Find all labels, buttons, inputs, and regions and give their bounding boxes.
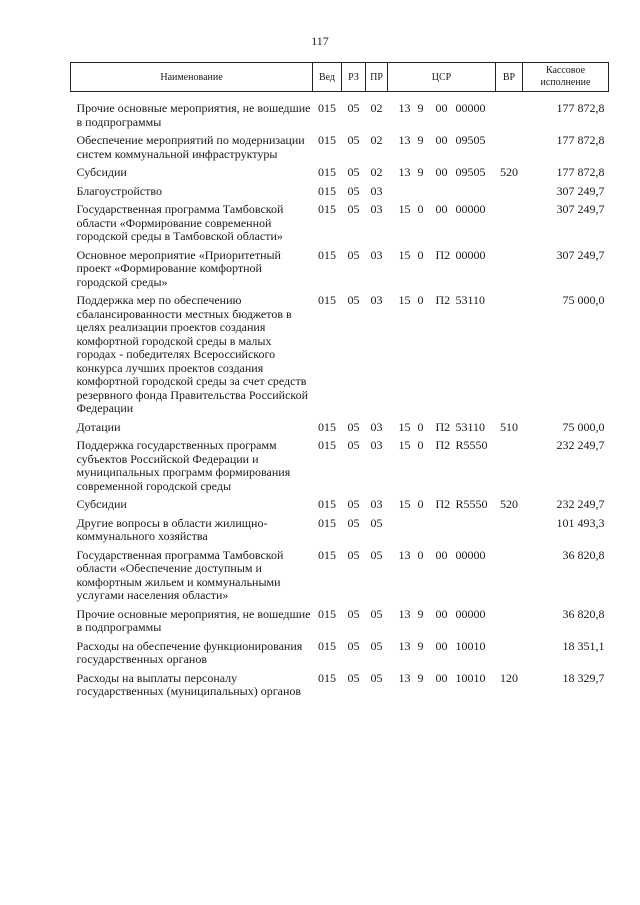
row-rz: 05 — [347, 101, 360, 115]
csr-part: П2 — [435, 247, 451, 262]
table-row — [71, 667, 609, 699]
row-sum: 232 249,7 — [556, 438, 605, 452]
row-vr — [496, 434, 523, 493]
row-name: Государственная программа Тамбовской области «Обеспечение доступным и комфортным жильем и коммунальными услугами населения области» — [76, 547, 284, 602]
row-csr — [388, 667, 496, 699]
csr-part: R5550 — [455, 497, 488, 511]
row-vr — [496, 198, 523, 244]
row-sum: 36 820,8 — [562, 606, 605, 621]
row-csr — [388, 603, 496, 635]
csr-part: 09505 — [455, 165, 486, 179]
csr-part: 9 — [417, 133, 424, 147]
row-csr — [388, 544, 496, 603]
row-ved: 015 — [318, 606, 336, 621]
row-csr — [388, 434, 496, 493]
row-pr: 03 — [370, 419, 383, 434]
row-rz: 05 — [347, 497, 360, 511]
row-ved: 015 — [318, 183, 336, 198]
csr-part: 13 — [398, 133, 411, 147]
row-rz: 05 — [347, 547, 360, 562]
table-row — [71, 92, 609, 130]
csr-part: 53110 — [455, 293, 486, 307]
row-pr: 05 — [370, 670, 383, 685]
csr-part: 15 — [398, 202, 411, 216]
csr-part: 13 — [398, 606, 411, 621]
csr-part: 00000 — [455, 101, 486, 115]
row-rz: 05 — [347, 247, 360, 262]
row-csr — [388, 512, 496, 544]
row-sum: 177 872,8 — [556, 133, 605, 147]
row-vr: 120 — [500, 670, 518, 685]
csr-part: 13 — [398, 165, 411, 179]
table-row — [71, 493, 609, 512]
row-csr — [388, 244, 496, 290]
row-rz: 05 — [347, 670, 360, 685]
row-vr — [496, 129, 523, 161]
row-name: Прочие основные мероприятия, не вошедшие в подпрограммы — [76, 606, 311, 634]
row-vr — [496, 92, 523, 130]
table-row — [71, 603, 609, 635]
row-ved: 015 — [318, 497, 336, 511]
csr-part: 15 — [398, 293, 411, 307]
table-row — [71, 416, 609, 435]
row-csr — [388, 635, 496, 667]
csr-part: П2 — [435, 293, 451, 307]
row-sum: 177 872,8 — [556, 101, 605, 115]
header-csr: ЦСР — [388, 63, 496, 92]
csr-part: 13 — [398, 670, 411, 685]
csr-part: 13 — [398, 547, 411, 562]
row-pr: 02 — [370, 165, 383, 179]
row-pr: 03 — [370, 202, 383, 216]
table-row — [71, 161, 609, 180]
row-name: Прочие основные мероприятия, не вошедшие в подпрограммы — [76, 101, 311, 129]
row-csr — [388, 416, 496, 435]
row-name: Расходы на выплаты персоналу государственных (муниципальных) органов — [76, 670, 302, 698]
row-ved: 015 — [318, 133, 336, 147]
row-name: Обеспечение мероприятий по модернизации систем коммунальной инфраструктуры — [76, 133, 305, 161]
table-row — [71, 180, 609, 199]
csr-part: 00 — [435, 165, 448, 179]
table-row — [71, 129, 609, 161]
row-csr — [388, 161, 496, 180]
row-name: Другие вопросы в области жилищно-коммунального хозяйства — [76, 515, 268, 543]
row-csr — [388, 198, 496, 244]
row-sum: 18 351,1 — [562, 638, 605, 653]
csr-part: 00 — [435, 670, 448, 685]
row-vr — [496, 289, 523, 416]
row-vr: 510 — [500, 419, 518, 434]
row-sum: 177 872,8 — [556, 165, 605, 179]
csr-part: 9 — [417, 101, 424, 115]
row-rz: 05 — [347, 419, 360, 434]
table-row — [71, 244, 609, 290]
row-rz: 05 — [347, 183, 360, 198]
csr-part: П2 — [435, 438, 451, 452]
row-ved: 015 — [318, 293, 336, 307]
csr-part: 53110 — [455, 419, 486, 434]
row-name: Государственная программа Тамбовской области «Формирование современной городской среды в Тамбовской области» — [76, 202, 284, 243]
table-row — [71, 198, 609, 244]
row-rz: 05 — [347, 133, 360, 147]
csr-part: 09505 — [455, 133, 486, 147]
row-sum: 307 249,7 — [556, 183, 605, 198]
row-ved: 015 — [318, 247, 336, 262]
row-name: Субсидии — [76, 165, 127, 179]
row-csr — [388, 289, 496, 416]
csr-part: 00 — [435, 133, 448, 147]
row-pr: 02 — [370, 133, 383, 147]
row-pr: 03 — [370, 438, 383, 452]
csr-part: 0 — [417, 247, 424, 262]
csr-part: 00 — [435, 606, 448, 621]
row-name: Поддержка мер по обеспечению сбалансированности местных бюджетов в целях реализации проектов создания комфортной городской среды в малых городах - победителях Всероссийского конкурса лучших проектов создания комфортной городской среды за счет средств резервного фонда Правительства Российской Федерации — [76, 293, 309, 415]
row-ved: 015 — [318, 419, 336, 434]
row-ved: 015 — [318, 670, 336, 685]
row-sum: 36 820,8 — [562, 547, 605, 562]
row-vr — [496, 244, 523, 290]
table-row — [71, 512, 609, 544]
row-sum: 75 000,0 — [562, 419, 605, 434]
row-ved: 015 — [318, 638, 336, 653]
row-rz: 05 — [347, 438, 360, 452]
row-rz: 05 — [347, 515, 360, 530]
csr-part: 00 — [435, 202, 448, 216]
csr-part: П2 — [435, 419, 451, 434]
row-sum: 75 000,0 — [562, 293, 605, 307]
row-name: Благоустройство — [76, 183, 163, 198]
csr-part: 9 — [417, 638, 424, 653]
csr-part: 10010 — [455, 670, 486, 685]
csr-part: 13 — [398, 638, 411, 653]
row-pr: 05 — [370, 638, 383, 653]
row-vr — [496, 512, 523, 544]
row-rz: 05 — [347, 606, 360, 621]
table-header-row — [71, 63, 609, 92]
row-vr — [496, 180, 523, 199]
table-row — [71, 289, 609, 416]
row-ved: 015 — [318, 547, 336, 562]
csr-part: П2 — [435, 497, 451, 511]
csr-part: 00 — [435, 101, 448, 115]
row-sum: 232 249,7 — [556, 497, 605, 511]
header-pr: ПР — [366, 63, 388, 92]
row-name: Дотации — [76, 419, 121, 434]
row-name: Расходы на обеспечение функционирования государственных органов — [76, 638, 303, 666]
csr-part: 00000 — [455, 247, 486, 262]
row-pr: 03 — [370, 183, 383, 198]
header-vr: ВР — [496, 63, 523, 92]
row-name: Поддержка государственных программ субъектов Российской Федерации и муниципальных программ формирования современной городской среды — [76, 438, 291, 493]
row-pr: 03 — [370, 247, 383, 262]
csr-part: 00 — [435, 638, 448, 653]
csr-part: 15 — [398, 419, 411, 434]
row-vr: 520 — [500, 165, 518, 179]
csr-part: 13 — [398, 101, 411, 115]
csr-part: 00000 — [455, 547, 486, 562]
row-ved: 015 — [318, 515, 336, 530]
table-row — [71, 434, 609, 493]
budget-table — [70, 62, 609, 699]
csr-part: 0 — [417, 293, 424, 307]
table-row — [71, 635, 609, 667]
row-ved: 015 — [318, 438, 336, 452]
row-csr — [388, 92, 496, 130]
header-ved: Вед — [313, 63, 342, 92]
table-row — [71, 544, 609, 603]
csr-part: 0 — [417, 547, 424, 562]
csr-part: 00000 — [455, 202, 486, 216]
row-pr: 03 — [370, 293, 383, 307]
row-sum: 101 493,3 — [556, 515, 605, 530]
csr-part: 0 — [417, 497, 424, 511]
csr-part: 00 — [435, 547, 448, 562]
row-rz: 05 — [347, 638, 360, 653]
row-rz: 05 — [347, 293, 360, 307]
csr-part: R5550 — [455, 438, 488, 452]
row-csr — [388, 493, 496, 512]
csr-part: 15 — [398, 497, 411, 511]
row-sum: 18 329,7 — [562, 670, 605, 685]
csr-part: 9 — [417, 606, 424, 621]
header-rz: РЗ — [342, 63, 366, 92]
row-pr: 05 — [370, 606, 383, 621]
row-name: Субсидии — [76, 497, 127, 511]
row-ved: 015 — [318, 101, 336, 115]
row-csr — [388, 180, 496, 199]
csr-part: 9 — [417, 670, 424, 685]
row-rz: 05 — [347, 165, 360, 179]
row-pr: 02 — [370, 101, 383, 115]
row-sum: 307 249,7 — [556, 202, 605, 216]
row-name: Основное мероприятие «Приоритетный проект «Формирование комфортной городской среды» — [76, 247, 281, 289]
csr-part: 10010 — [455, 638, 486, 653]
csr-part: 0 — [417, 419, 424, 434]
row-ved: 015 — [318, 202, 336, 216]
row-rz: 05 — [347, 202, 360, 216]
header-name: Наименование — [71, 63, 313, 92]
csr-part: 0 — [417, 438, 424, 452]
csr-part: 15 — [398, 247, 411, 262]
csr-part: 0 — [417, 202, 424, 216]
row-vr — [496, 603, 523, 635]
csr-part: 9 — [417, 165, 424, 179]
row-pr: 03 — [370, 497, 383, 511]
row-pr: 05 — [370, 547, 383, 562]
csr-part: 00000 — [455, 606, 486, 621]
row-vr — [496, 544, 523, 603]
row-csr — [388, 129, 496, 161]
row-ved: 015 — [318, 165, 336, 179]
row-sum: 307 249,7 — [556, 247, 605, 262]
row-vr: 520 — [500, 497, 518, 511]
page-number: 117 — [311, 34, 329, 48]
csr-part: 15 — [398, 438, 411, 452]
header-sum: Кассовое исполнение — [523, 63, 609, 92]
row-pr: 05 — [370, 515, 383, 530]
row-vr — [496, 635, 523, 667]
